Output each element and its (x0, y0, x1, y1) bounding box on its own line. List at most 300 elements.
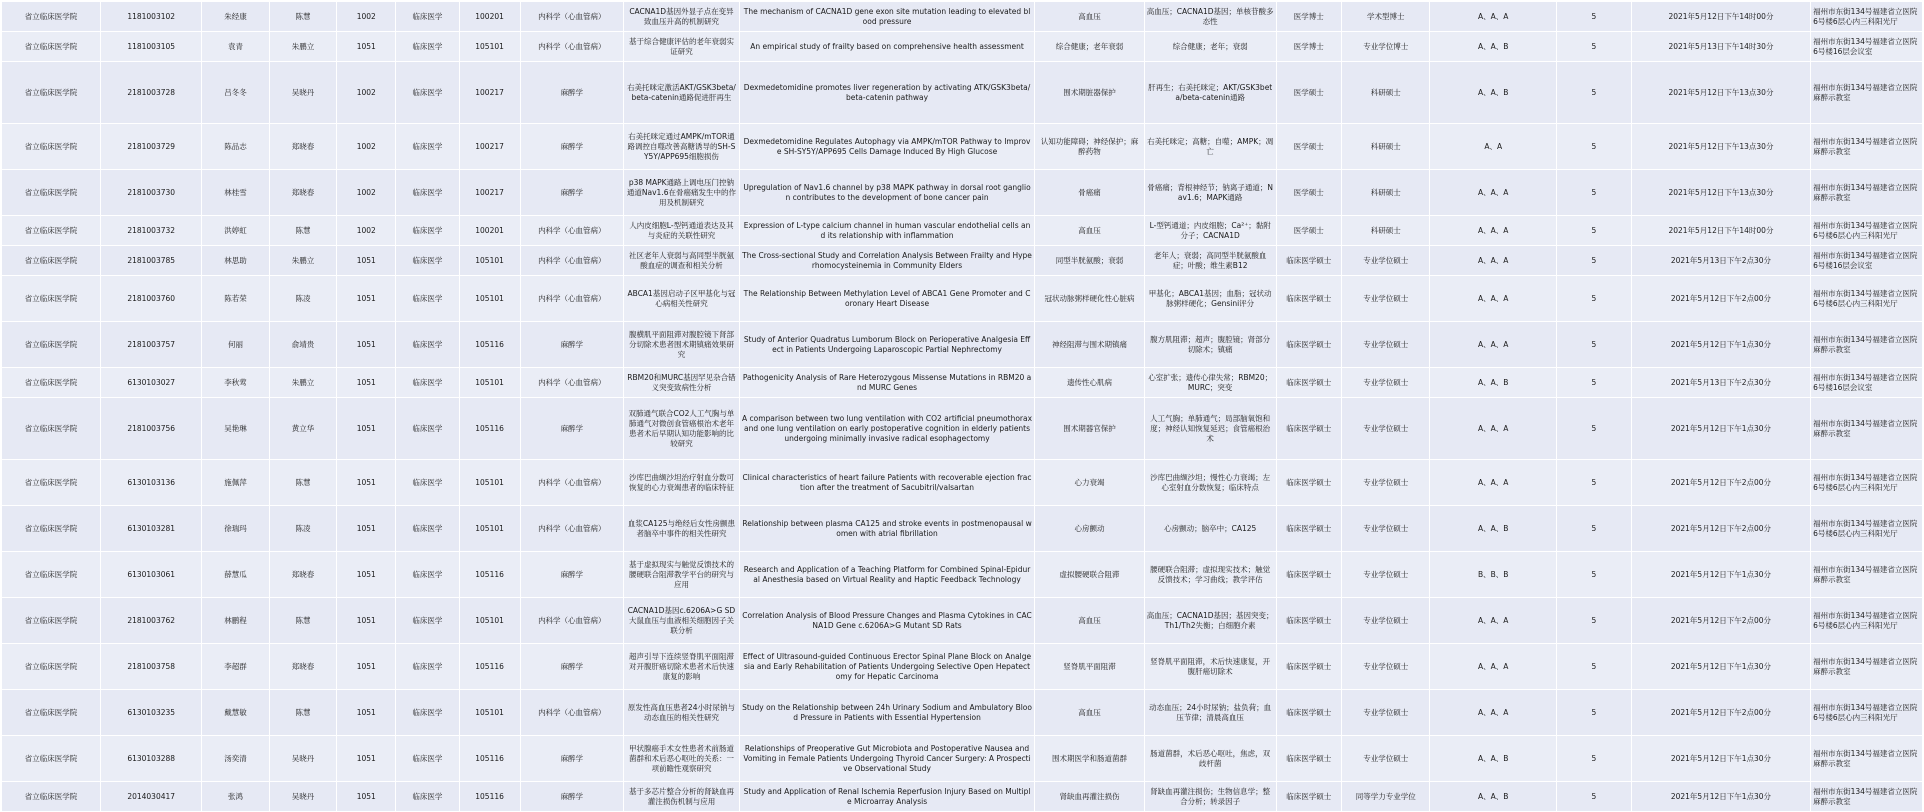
advisor-cell: 陈慧 (269, 2, 336, 32)
student-id-cell: 6130103281 (101, 506, 202, 552)
defense-place-cell: 福州市东街134号福建省立医院6号楼16层会议室 (1811, 32, 1923, 62)
student-id-cell: 1181003105 (101, 32, 202, 62)
defense-time-cell: 2021年5月12日下午13点30分 (1631, 62, 1810, 124)
degree-type-cell: 专业学位硕士 (1341, 506, 1430, 552)
research-field-cell: 心力衰竭 (1035, 460, 1145, 506)
thesis-title-cn-cell: p38 MAPK通路上调电压门控钠通道Nav1.6在骨癌痛发生中的作用及机制研究 (623, 170, 739, 216)
score-cell: 5 (1557, 368, 1632, 398)
thesis-title-en-cell: Dexmedetomidine promotes liver regeneration by activating ATK/GSK3beta/beta-catenin pathway (739, 62, 1034, 124)
score-cell: 5 (1557, 736, 1632, 782)
subject-code-cell: 1051 (337, 644, 396, 690)
student-id-cell: 6130103288 (101, 736, 202, 782)
major-cell: 麻醉学 (520, 124, 623, 170)
defense-time-cell: 2021年5月12日下午2点00分 (1631, 460, 1810, 506)
major-code-cell: 105116 (459, 644, 520, 690)
research-field-cell: 认知功能障碍；神经保护；麻醉药物 (1035, 124, 1145, 170)
school-cell: 省立临床医学院 (2, 62, 101, 124)
major-code-cell: 105101 (459, 690, 520, 736)
degree-cell: 临床医学硕士 (1276, 322, 1341, 368)
thesis-title-cn-cell: 右美托咪定通过AMPK/mTOR通路调控自噬改善高糖诱导的SH-SY5Y/APP695细胞损伤 (623, 124, 739, 170)
thesis-title-cn-cell: RBM20和MURC基因罕见杂合错义突变致病性分析 (623, 368, 739, 398)
defense-place-cell: 福州市东街134号福建省立医院6号楼16层会议室 (1811, 246, 1923, 276)
student-id-cell: 2181003756 (101, 398, 202, 460)
student-id-cell: 2181003728 (101, 62, 202, 124)
school-cell: 省立临床医学院 (2, 2, 101, 32)
college-cell: 临床医学 (396, 2, 459, 32)
research-field-cell: 骨癌痛 (1035, 170, 1145, 216)
research-field-cell: 心房颤动 (1035, 506, 1145, 552)
grade-cell: A、A、A (1430, 322, 1557, 368)
advisor-cell: 郑晓春 (269, 552, 336, 598)
score-cell: 5 (1557, 644, 1632, 690)
college-cell: 临床医学 (396, 460, 459, 506)
advisor-cell: 陈凌 (269, 506, 336, 552)
degree-cell: 临床医学硕士 (1276, 506, 1341, 552)
grade-cell: A、A、A (1430, 216, 1557, 246)
major-cell: 内科学（心血管病） (520, 246, 623, 276)
student-id-cell: 6130103061 (101, 552, 202, 598)
thesis-title-en-cell: Effect of Ultrasound-guided Continuous Erector Spinal Plane Block on Analgesia and Early Rehabilitation of Patients Undergoing Selective Open Hepatectomy for Hepatic Carcinoma (739, 644, 1034, 690)
grade-cell: B、B、B (1430, 552, 1557, 598)
table-body (2, 2, 1923, 812)
research-field-cell: 高血压 (1035, 216, 1145, 246)
student-id-cell: 2181003760 (101, 276, 202, 322)
major-cell: 麻醉学 (520, 62, 623, 124)
college-cell: 临床医学 (396, 322, 459, 368)
major-cell: 内科学（心血管病） (520, 506, 623, 552)
student-name-cell: 朱经康 (202, 2, 269, 32)
major-cell: 麻醉学 (520, 552, 623, 598)
score-cell: 5 (1557, 246, 1632, 276)
thesis-title-en-cell: Study on the Relationship between 24h Urinary Sodium and Ambulatory Blood Pressure in Patients with Essential Hypertension (739, 690, 1034, 736)
defense-time-cell: 2021年5月12日下午1点30分 (1631, 782, 1810, 812)
degree-type-cell: 专业学位硕士 (1341, 322, 1430, 368)
table-row (2, 170, 1923, 216)
defense-time-cell: 2021年5月12日下午1点30分 (1631, 398, 1810, 460)
research-field-cell: 神经阻滞与围术期镇痛 (1035, 322, 1145, 368)
student-name-cell: 洪婷虹 (202, 216, 269, 246)
table-row (2, 322, 1923, 368)
advisor-cell: 俞靖贵 (269, 322, 336, 368)
student-name-cell: 张鸿 (202, 782, 269, 812)
thesis-title-cn-cell: 原发性高血压患者24小时尿钠与动态血压的相关性研究 (623, 690, 739, 736)
grade-cell: A、A、A (1430, 460, 1557, 506)
table-row (2, 216, 1923, 246)
score-cell: 5 (1557, 398, 1632, 460)
student-id-cell: 2181003757 (101, 322, 202, 368)
defense-time-cell: 2021年5月12日下午1点30分 (1631, 736, 1810, 782)
student-name-cell: 陈若荣 (202, 276, 269, 322)
table-row (2, 460, 1923, 506)
defense-time-cell: 2021年5月13日下午14时30分 (1631, 32, 1810, 62)
defense-place-cell: 福州市东街134号福建省立医院麻醉示教室 (1811, 644, 1923, 690)
major-code-cell: 105116 (459, 782, 520, 812)
defense-place-cell: 福州市东街134号福建省立医院麻醉示教室 (1811, 124, 1923, 170)
student-id-cell: 2014030417 (101, 782, 202, 812)
defense-place-cell: 福州市东街134号福建省立医院6号楼6层心内三科阳光厅 (1811, 2, 1923, 32)
thesis-title-cn-cell: 超声引导下连续竖脊肌平面阻滞对开腹肝癌切除术患者术后快速康复的影响 (623, 644, 739, 690)
research-field-cell: 围术期脏器保护 (1035, 62, 1145, 124)
school-cell: 省立临床医学院 (2, 276, 101, 322)
advisor-cell: 陈凌 (269, 276, 336, 322)
student-id-cell: 6130103027 (101, 368, 202, 398)
degree-cell: 临床医学硕士 (1276, 398, 1341, 460)
defense-time-cell: 2021年5月13日下午2点30分 (1631, 246, 1810, 276)
subject-code-cell: 1051 (337, 598, 396, 644)
degree-type-cell: 科研硕士 (1341, 62, 1430, 124)
major-cell: 麻醉学 (520, 170, 623, 216)
score-cell: 5 (1557, 506, 1632, 552)
degree-type-cell: 科研硕士 (1341, 216, 1430, 246)
keywords-cell: 竖脊肌平面阻滞，术后快速康复，开腹肝癌切除术 (1144, 644, 1276, 690)
thesis-title-en-cell: Research and Application of a Teaching Platform for Combined Spinal-Epidural Anesthesia based on Virtual Reality and Haptic Feedback Technology (739, 552, 1034, 598)
keywords-cell: 腰硬联合阻滞；虚拟现实技术；触觉反馈技术；学习曲线；教学评估 (1144, 552, 1276, 598)
keywords-cell: 腹方肌阻滞；超声；腹腔镜；肾部分切除术；镇痛 (1144, 322, 1276, 368)
school-cell: 省立临床医学院 (2, 216, 101, 246)
table-row (2, 782, 1923, 812)
defense-place-cell: 福州市东街134号福建省立医院6号楼6层心内三科阳光厅 (1811, 276, 1923, 322)
student-id-cell: 1181003102 (101, 2, 202, 32)
college-cell: 临床医学 (396, 276, 459, 322)
thesis-title-en-cell: Relationship between plasma CA125 and stroke events in postmenopausal women with atrial fibrillation (739, 506, 1034, 552)
keywords-cell: 动态血压；24小时尿钠；盐负荷；血压节律；清晨高血压 (1144, 690, 1276, 736)
defense-time-cell: 2021年5月12日下午2点00分 (1631, 506, 1810, 552)
table-row (2, 506, 1923, 552)
student-name-cell: 何丽 (202, 322, 269, 368)
table-row (2, 368, 1923, 398)
student-id-cell: 2181003729 (101, 124, 202, 170)
thesis-title-cn-cell: CACNA1D基因外显子点在变异致血压升高的机制研究 (623, 2, 739, 32)
student-id-cell: 2181003730 (101, 170, 202, 216)
advisor-cell: 陈慧 (269, 598, 336, 644)
keywords-cell: 右美托咪定；高糖；自噬；AMPK；凋亡 (1144, 124, 1276, 170)
degree-type-cell: 专业学位硕士 (1341, 460, 1430, 506)
student-name-cell: 徐瑞玛 (202, 506, 269, 552)
major-code-cell: 105101 (459, 506, 520, 552)
degree-type-cell: 学术型博士 (1341, 2, 1430, 32)
advisor-cell: 朱鹏立 (269, 368, 336, 398)
degree-cell: 医学硕士 (1276, 62, 1341, 124)
major-code-cell: 100217 (459, 170, 520, 216)
thesis-title-cn-cell: 基于综合健康评估的老年衰弱实证研究 (623, 32, 739, 62)
major-cell: 内科学（心血管病） (520, 460, 623, 506)
student-name-cell: 吕冬冬 (202, 62, 269, 124)
advisor-cell: 郑晓春 (269, 170, 336, 216)
thesis-title-en-cell: The mechanism of CACNA1D gene exon site mutation leading to elevated blood pressure (739, 2, 1034, 32)
defense-place-cell: 福州市东街134号福建省立医院6号楼6层心内三科阳光厅 (1811, 460, 1923, 506)
keywords-cell: 沙库巴曲缬沙坦；慢性心力衰竭；左心室射血分数恢复；临床特点 (1144, 460, 1276, 506)
degree-cell: 临床医学硕士 (1276, 736, 1341, 782)
thesis-title-cn-cell: 社区老年人衰弱与高同型半胱氨酸血症的调查和相关分析 (623, 246, 739, 276)
subject-code-cell: 1051 (337, 690, 396, 736)
college-cell: 临床医学 (396, 62, 459, 124)
thesis-title-en-cell: Study and Application of Renal Ischemia Reperfusion Injury Based on Multiple Microarray Analysis (739, 782, 1034, 812)
subject-code-cell: 1002 (337, 216, 396, 246)
score-cell: 5 (1557, 552, 1632, 598)
keywords-cell: 人工气胸；单肺通气；局部脑氧饱和度；神经认知恢复延迟；食管癌根治术 (1144, 398, 1276, 460)
research-field-cell: 肾缺血再灌注损伤 (1035, 782, 1145, 812)
school-cell: 省立临床医学院 (2, 398, 101, 460)
degree-type-cell: 专业学位硕士 (1341, 246, 1430, 276)
thesis-title-cn-cell: 沙库巴曲缬沙坦治疗射血分数可恢复的心力衰竭患者的临床特征 (623, 460, 739, 506)
degree-type-cell: 同等学力专业学位 (1341, 782, 1430, 812)
grade-cell: A、A、A (1430, 398, 1557, 460)
subject-code-cell: 1051 (337, 246, 396, 276)
thesis-title-cn-cell: 腹横肌平面阻滞对腹腔镜下肾部分切除术患者围术期镇痛效果研究 (623, 322, 739, 368)
grade-cell: A、A、B (1430, 62, 1557, 124)
major-cell: 内科学（心血管病） (520, 2, 623, 32)
school-cell: 省立临床医学院 (2, 368, 101, 398)
keywords-cell: 心房颤动；脑卒中；CA125 (1144, 506, 1276, 552)
score-cell: 5 (1557, 170, 1632, 216)
major-code-cell: 105101 (459, 276, 520, 322)
grade-cell: A、A、A (1430, 598, 1557, 644)
advisor-cell: 黄立华 (269, 398, 336, 460)
major-code-cell: 105116 (459, 552, 520, 598)
table-row (2, 276, 1923, 322)
school-cell: 省立临床医学院 (2, 690, 101, 736)
college-cell: 临床医学 (396, 398, 459, 460)
degree-type-cell: 专业学位硕士 (1341, 368, 1430, 398)
grade-cell: A、A、B (1430, 32, 1557, 62)
grade-cell: A、A、B (1430, 736, 1557, 782)
degree-cell: 医学博士 (1276, 2, 1341, 32)
degree-type-cell: 专业学位硕士 (1341, 398, 1430, 460)
student-name-cell: 李超群 (202, 644, 269, 690)
grade-cell: A、A、A (1430, 690, 1557, 736)
defense-time-cell: 2021年5月12日下午2点00分 (1631, 690, 1810, 736)
score-cell: 5 (1557, 2, 1632, 32)
degree-type-cell: 科研硕士 (1341, 170, 1430, 216)
student-id-cell: 2181003732 (101, 216, 202, 246)
defense-time-cell: 2021年5月12日下午1点30分 (1631, 322, 1810, 368)
subject-code-cell: 1051 (337, 552, 396, 598)
research-field-cell: 高血压 (1035, 690, 1145, 736)
defense-place-cell: 福州市东街134号福建省立医院6号楼6层心内三科阳光厅 (1811, 216, 1923, 246)
advisor-cell: 陈慧 (269, 216, 336, 246)
student-id-cell: 2181003758 (101, 644, 202, 690)
thesis-title-en-cell: Pathogenicity Analysis of Rare Heterozygous Missense Mutations in RBM20 and MURC Genes (739, 368, 1034, 398)
keywords-cell: 肾缺血再灌注损伤；生物信息学；整合分析；转录因子 (1144, 782, 1276, 812)
subject-code-cell: 1051 (337, 368, 396, 398)
major-cell: 内科学（心血管病） (520, 276, 623, 322)
college-cell: 临床医学 (396, 598, 459, 644)
thesis-title-cn-cell: ABCA1基因启动子区甲基化与冠心病相关性研究 (623, 276, 739, 322)
thesis-title-cn-cell: 右美托咪定激活AKT/GSK3beta/beta-catenin通路促进肝再生 (623, 62, 739, 124)
subject-code-cell: 1002 (337, 62, 396, 124)
school-cell: 省立临床医学院 (2, 598, 101, 644)
school-cell: 省立临床医学院 (2, 170, 101, 216)
defense-place-cell: 福州市东街134号福建省立医院麻醉示教室 (1811, 62, 1923, 124)
school-cell: 省立临床医学院 (2, 736, 101, 782)
major-cell: 麻醉学 (520, 322, 623, 368)
defense-place-cell: 福州市东街134号福建省立医院6号楼6层心内三科阳光厅 (1811, 506, 1923, 552)
degree-cell: 临床医学硕士 (1276, 690, 1341, 736)
advisor-cell: 吴晓丹 (269, 62, 336, 124)
student-name-cell: 李秋莺 (202, 368, 269, 398)
thesis-title-en-cell: Correlation Analysis of Blood Pressure Changes and Plasma Cytokines in CACNA1D Gene c.6206A>G Mutant SD Rats (739, 598, 1034, 644)
table-row (2, 644, 1923, 690)
major-cell: 麻醉学 (520, 782, 623, 812)
degree-cell: 临床医学硕士 (1276, 368, 1341, 398)
keywords-cell: 骨癌痛；背根神经节；钠离子通道；Nav1.6；MAPK通路 (1144, 170, 1276, 216)
school-cell: 省立临床医学院 (2, 246, 101, 276)
defense-place-cell: 福州市东街134号福建省立医院6号楼6层心内三科阳光厅 (1811, 598, 1923, 644)
grade-cell: A、A、A (1430, 644, 1557, 690)
major-cell: 麻醉学 (520, 398, 623, 460)
research-field-cell: 高血压 (1035, 598, 1145, 644)
defense-place-cell: 福州市东街134号福建省立医院6号楼16层会议室 (1811, 368, 1923, 398)
thesis-title-cn-cell: 甲状腺癌手术女性患者术前肠道菌群和术后恶心呕吐的关系：一项前瞻性观察研究 (623, 736, 739, 782)
advisor-cell: 陈慧 (269, 460, 336, 506)
thesis-title-en-cell: Upregulation of Nav1.6 channel by p38 MAPK pathway in dorsal root ganglion contributes to the development of bone cancer pain (739, 170, 1034, 216)
major-cell: 麻醉学 (520, 644, 623, 690)
score-cell: 5 (1557, 782, 1632, 812)
table-row (2, 2, 1923, 32)
defense-time-cell: 2021年5月12日下午2点00分 (1631, 276, 1810, 322)
college-cell: 临床医学 (396, 552, 459, 598)
college-cell: 临床医学 (396, 736, 459, 782)
grade-cell: A、A (1430, 124, 1557, 170)
school-cell: 省立临床医学院 (2, 782, 101, 812)
degree-cell: 医学硕士 (1276, 170, 1341, 216)
keywords-cell: 老年人；衰弱；高同型半胱氨酸血症；叶酸；维生素B12 (1144, 246, 1276, 276)
degree-type-cell: 专业学位硕士 (1341, 276, 1430, 322)
score-cell: 5 (1557, 276, 1632, 322)
subject-code-cell: 1051 (337, 32, 396, 62)
defense-place-cell: 福州市东街134号福建省立医院麻醉示教室 (1811, 782, 1923, 812)
thesis-title-cn-cell: 血浆CA125与绝经后女性房颤患者脑卒中事件的相关性研究 (623, 506, 739, 552)
thesis-title-en-cell: Study of Anterior Quadratus Lumborum Block on Perioperative Analgesia Effect in Patients Undergoing Laparoscopic Partial Nephrectomy (739, 322, 1034, 368)
degree-cell: 医学硕士 (1276, 124, 1341, 170)
research-field-cell: 综合健康；老年衰弱 (1035, 32, 1145, 62)
score-cell: 5 (1557, 216, 1632, 246)
subject-code-cell: 1002 (337, 124, 396, 170)
research-field-cell: 高血压 (1035, 2, 1145, 32)
grade-cell: A、A、A (1430, 276, 1557, 322)
advisor-cell: 吴晓丹 (269, 736, 336, 782)
grade-cell: A、A、A (1430, 170, 1557, 216)
table-row (2, 398, 1923, 460)
subject-code-cell: 1051 (337, 736, 396, 782)
research-field-cell: 竖脊肌平面阻滞 (1035, 644, 1145, 690)
subject-code-cell: 1051 (337, 276, 396, 322)
student-id-cell: 6130103235 (101, 690, 202, 736)
keywords-cell: 综合健康；老年；衰弱 (1144, 32, 1276, 62)
major-cell: 内科学（心血管病） (520, 368, 623, 398)
table-row (2, 736, 1923, 782)
subject-code-cell: 1051 (337, 322, 396, 368)
keywords-cell: 甲基化；ABCA1基因；血脂；冠状动脉粥样硬化；Gensini评分 (1144, 276, 1276, 322)
student-name-cell: 陈品志 (202, 124, 269, 170)
major-code-cell: 105101 (459, 368, 520, 398)
keywords-cell: 肠道菌群，术后恶心呕吐，焦虑，双歧杆菌 (1144, 736, 1276, 782)
major-cell: 内科学（心血管病） (520, 216, 623, 246)
degree-cell: 临床医学硕士 (1276, 246, 1341, 276)
thesis-title-en-cell: Expression of L-type calcium channel in human vascular endothelial cells and its relationship with inflammation (739, 216, 1034, 246)
defense-time-cell: 2021年5月12日下午14时00分 (1631, 216, 1810, 246)
major-cell: 麻醉学 (520, 736, 623, 782)
defense-time-cell: 2021年5月12日下午1点30分 (1631, 552, 1810, 598)
defense-place-cell: 福州市东街134号福建省立医院麻醉示教室 (1811, 322, 1923, 368)
major-code-cell: 100217 (459, 62, 520, 124)
major-cell: 内科学（心血管病） (520, 598, 623, 644)
subject-code-cell: 1002 (337, 170, 396, 216)
major-cell: 内科学（心血管病） (520, 32, 623, 62)
research-field-cell: 围术期器官保护 (1035, 398, 1145, 460)
college-cell: 临床医学 (396, 506, 459, 552)
defense-time-cell: 2021年5月12日下午2点00分 (1631, 598, 1810, 644)
subject-code-cell: 1002 (337, 2, 396, 32)
college-cell: 临床医学 (396, 170, 459, 216)
major-cell: 内科学（心血管病） (520, 690, 623, 736)
defense-place-cell: 福州市东街134号福建省立医院麻醉示教室 (1811, 398, 1923, 460)
student-name-cell: 林桂雪 (202, 170, 269, 216)
student-id-cell: 2181003785 (101, 246, 202, 276)
subject-code-cell: 1051 (337, 460, 396, 506)
defense-place-cell: 福州市东街134号福建省立医院麻醉示教室 (1811, 170, 1923, 216)
college-cell: 临床医学 (396, 124, 459, 170)
degree-type-cell: 专业学位硕士 (1341, 552, 1430, 598)
defense-place-cell: 福州市东街134号福建省立医院麻醉示教室 (1811, 552, 1923, 598)
defense-place-cell: 福州市东街134号福建省立医院麻醉示教室 (1811, 736, 1923, 782)
thesis-title-cn-cell: 基于多芯片整合分析的肾缺血再灌注损伤机制与应用 (623, 782, 739, 812)
thesis-title-cn-cell: 基于虚拟现实与触觉反馈技术的腰硬联合阻滞教学平台的研究与应用 (623, 552, 739, 598)
defense-place-cell: 福州市东街134号福建省立医院6号楼6层心内三科阳光厅 (1811, 690, 1923, 736)
score-cell: 5 (1557, 322, 1632, 368)
advisor-cell: 郑晓春 (269, 124, 336, 170)
table-row (2, 598, 1923, 644)
keywords-cell: 心室扩张；遗传心律失常；RBM20；MURC；突变 (1144, 368, 1276, 398)
advisor-cell: 朱鹏立 (269, 32, 336, 62)
major-code-cell: 105116 (459, 322, 520, 368)
college-cell: 临床医学 (396, 644, 459, 690)
subject-code-cell: 1051 (337, 782, 396, 812)
degree-type-cell: 专业学位硕士 (1341, 644, 1430, 690)
degree-cell: 临床医学硕士 (1276, 598, 1341, 644)
thesis-title-en-cell: Relationships of Preoperative Gut Microbiota and Postoperative Nausea and Vomiting in Female Patients Undergoing Thyroid Cancer Surgery: A Prospective Observational Study (739, 736, 1034, 782)
school-cell: 省立临床医学院 (2, 506, 101, 552)
research-field-cell: 围术期医学和肠道菌群 (1035, 736, 1145, 782)
score-cell: 5 (1557, 62, 1632, 124)
research-field-cell: 虚拟腰硬联合阻滞 (1035, 552, 1145, 598)
score-cell: 5 (1557, 460, 1632, 506)
student-name-cell: 吴艳琳 (202, 398, 269, 460)
advisor-cell: 陈慧 (269, 690, 336, 736)
degree-type-cell: 专业学位硕士 (1341, 598, 1430, 644)
major-code-cell: 105116 (459, 736, 520, 782)
defense-time-cell: 2021年5月12日下午14时00分 (1631, 2, 1810, 32)
thesis-title-cn-cell: 双肺通气联合CO2人工气胸与单肺通气对微创食管癌根治术老年患者术后早期认知功能影响的比较研究 (623, 398, 739, 460)
keywords-cell: 高血压；CACNA1D基因；基因突变；Th1/Th2失衡；白细胞介素 (1144, 598, 1276, 644)
table-row (2, 552, 1923, 598)
thesis-title-en-cell: The Cross-sectional Study and Correlation Analysis Between Frailty and Hyperhomocysteinemia in Community Elders (739, 246, 1034, 276)
grade-cell: A、A、B (1430, 506, 1557, 552)
degree-cell: 临床医学硕士 (1276, 460, 1341, 506)
grade-cell: A、A、A (1430, 246, 1557, 276)
degree-type-cell: 专业学位博士 (1341, 32, 1430, 62)
score-cell: 5 (1557, 124, 1632, 170)
defense-time-cell: 2021年5月12日下午1点30分 (1631, 644, 1810, 690)
keywords-cell: L-型钙通道；内皮细胞；Ca²⁺；黏附分子；CACNA1D (1144, 216, 1276, 246)
keywords-cell: 肝再生；右美托咪定；AKT/GSK3beta/beta-catenin通路 (1144, 62, 1276, 124)
school-cell: 省立临床医学院 (2, 644, 101, 690)
college-cell: 临床医学 (396, 216, 459, 246)
student-name-cell: 薛慧瓜 (202, 552, 269, 598)
college-cell: 临床医学 (396, 32, 459, 62)
major-code-cell: 105101 (459, 246, 520, 276)
thesis-title-cn-cell: 人内皮细胞L-型钙通道表达及其与炎症的关联性研究 (623, 216, 739, 246)
